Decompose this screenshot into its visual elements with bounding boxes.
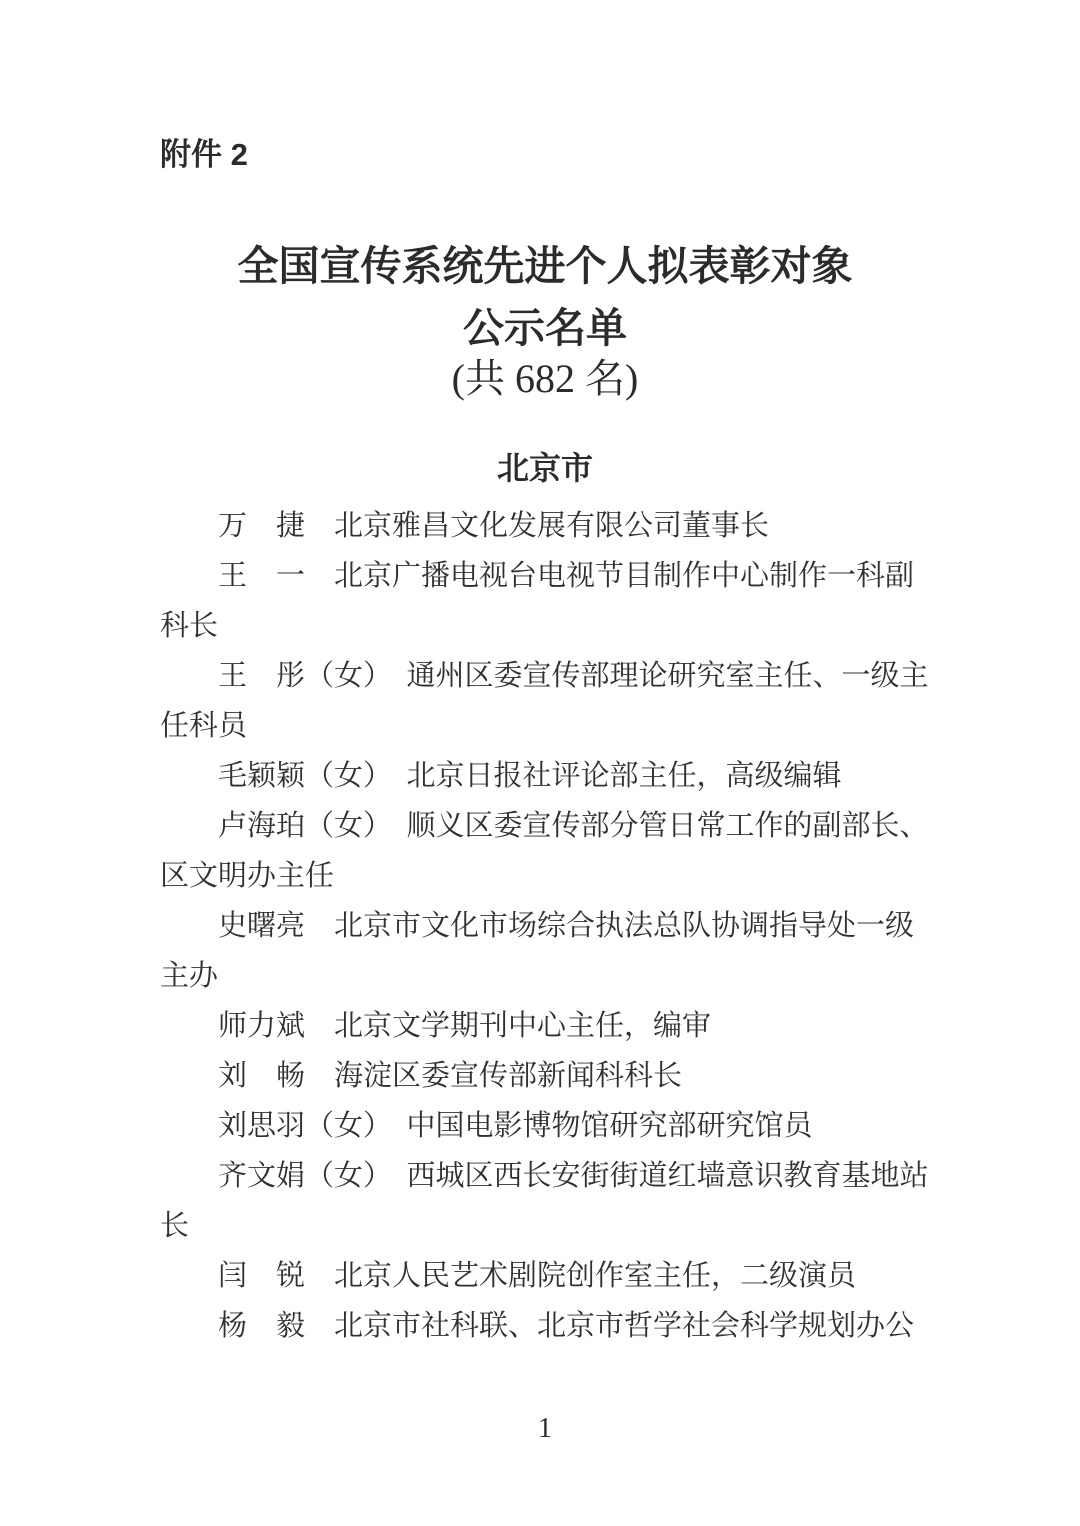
person-position: 西城区西长安街街道红墙意识教育基地站长 — [160, 1160, 929, 1242]
person-name: 王 一 — [218, 560, 306, 592]
person-position: 北京人民艺术剧院创作室主任，二级演员 — [305, 1260, 857, 1292]
person-position: 通州区委宣传部理论研究室主任、一级主任科员 — [160, 660, 929, 742]
list-item — [160, 651, 930, 751]
person-name: 齐文娟（女） — [218, 1160, 378, 1192]
person-position: 北京日报社评论部主任，高级编辑 — [377, 760, 842, 792]
document-title — [160, 235, 930, 359]
list-item — [160, 751, 930, 801]
person-position: 北京雅昌文化发展有限公司董事长 — [305, 510, 770, 542]
person-name: 卢海珀（女） — [218, 810, 378, 842]
list-item — [160, 551, 930, 651]
document-title-line1: 全国宣传系统先进个人拟表彰对象 — [237, 243, 853, 289]
total-count-note: (共 682 名) — [451, 356, 639, 401]
list-item — [160, 1301, 930, 1351]
list-item — [160, 1101, 930, 1151]
person-position: 北京市文化市场综合执法总队协调指导处一级主办 — [160, 910, 915, 992]
person-name: 刘思羽（女） — [218, 1110, 378, 1142]
person-position: 顺义区委宣传部分管日常工作的副部长、区文明办主任 — [160, 810, 929, 892]
person-name: 毛颖颖（女） — [218, 760, 378, 792]
person-name: 王 彤（女） — [218, 660, 378, 692]
list-item — [160, 1151, 930, 1251]
list-item — [160, 1051, 930, 1101]
list-item — [160, 1251, 930, 1301]
person-position: 北京广播电视台电视节目制作中心制作一科副科长 — [160, 560, 915, 642]
person-name: 史曙亮 — [218, 910, 306, 942]
list-item — [160, 901, 930, 1001]
person-name: 师力斌 — [218, 1010, 306, 1042]
document-title-line2: 公示名单 — [463, 305, 627, 351]
page-number: 1 — [538, 1413, 552, 1444]
person-name: 杨 毅 — [218, 1310, 306, 1342]
attachment-label: 附件 2 — [160, 137, 248, 172]
person-name: 闫 锐 — [218, 1260, 306, 1292]
person-name: 万 捷 — [218, 510, 306, 542]
person-position: 中国电影博物馆研究部研究馆员 — [377, 1110, 813, 1142]
list-item — [160, 1001, 930, 1051]
person-position: 北京市社科联、北京市哲学社会科学规划办公 — [305, 1310, 915, 1342]
person-position: 海淀区委宣传部新闻科科长 — [305, 1060, 683, 1092]
list-item — [160, 801, 930, 901]
entries-list — [160, 501, 930, 1351]
person-name: 刘 畅 — [218, 1060, 306, 1092]
section-heading-beijing: 北京市 — [496, 450, 593, 486]
list-item — [160, 501, 930, 551]
person-position: 北京文学期刊中心主任，编审 — [305, 1010, 712, 1042]
